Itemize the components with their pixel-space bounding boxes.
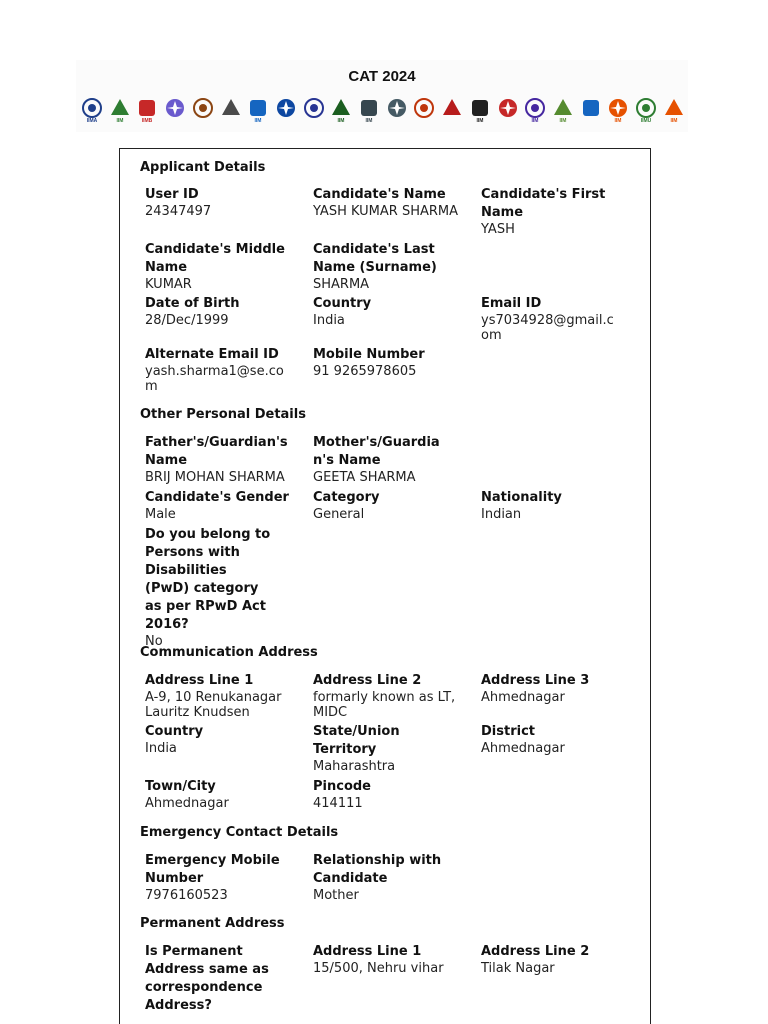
svg-text:IIM: IIM <box>254 118 262 123</box>
field-label: Candidate's Middle Name <box>145 242 285 275</box>
iim-ranchi-logo <box>440 97 464 123</box>
svg-text:IIMU: IIMU <box>640 118 652 123</box>
iim-visakhapatnam-logo <box>634 97 658 123</box>
field-date-of-birth <box>145 295 295 328</box>
field-comm-country <box>145 723 295 756</box>
iim-sirmaur-logo <box>551 97 575 123</box>
field-label: Relationship with Candidate <box>313 853 442 886</box>
field-comm-state <box>313 723 433 774</box>
field-label: Candidate's First Name <box>481 187 606 220</box>
section-title-other-personal-details: Other Personal Details <box>140 407 306 422</box>
iim-udaipur-logo <box>606 97 630 123</box>
field-value: India <box>145 741 177 756</box>
field-alternate-email <box>145 346 285 394</box>
field-comm-town <box>145 778 295 811</box>
field-value: yash.sharma1@se.com <box>145 364 284 394</box>
iim-sambalpur-logo <box>496 97 520 123</box>
field-value: No <box>145 634 163 649</box>
field-candidate-name <box>313 186 463 219</box>
field-value: Ahmednagar <box>481 690 565 705</box>
field-label: Mobile Number <box>313 347 425 362</box>
field-value: Ahmednagar <box>481 741 565 756</box>
field-label: State/Union Territory <box>313 724 400 757</box>
field-value: 7976160523 <box>145 888 228 903</box>
field-label: Address Line 1 <box>313 944 422 959</box>
field-label: Father's/Guardian's Name <box>145 435 288 468</box>
field-user-id <box>145 186 295 219</box>
section-title-permanent-address: Permanent Address <box>140 916 285 931</box>
field-value: Indian <box>481 507 522 522</box>
field-label: Town/City <box>145 779 216 794</box>
iim-bangalore-logo <box>135 97 159 123</box>
field-label: Category <box>313 490 380 505</box>
application-details-card <box>119 148 651 1024</box>
field-middle-name <box>145 241 295 292</box>
field-comm-address-line-2 <box>313 672 463 720</box>
iim-kashipur-logo <box>274 97 298 123</box>
field-label: User ID <box>145 187 199 202</box>
iim-raipur-logo <box>412 97 436 123</box>
iim-nagpur-logo <box>385 97 409 123</box>
iim-tiruchirappalli-logo <box>579 97 603 123</box>
iim-kozhikode-logo <box>302 97 326 123</box>
field-emergency-mobile <box>145 852 285 903</box>
field-comm-pincode <box>313 778 463 811</box>
iim-indore-logo <box>219 97 243 123</box>
field-permanent-address-line-2 <box>481 943 631 976</box>
field-label: Is Permanent Address same as correspondence Address? <box>145 944 269 1013</box>
field-mother-name <box>313 434 451 485</box>
iim-rohtak-logo <box>468 97 492 123</box>
field-label: District <box>481 724 535 739</box>
field-label: Country <box>313 296 372 311</box>
iim-jammu-logo <box>246 97 270 123</box>
page-title: CAT 2024 <box>348 68 416 85</box>
field-comm-district <box>481 723 631 756</box>
field-value: 414111 <box>313 796 363 811</box>
iim-calcutta-logo <box>191 97 215 123</box>
field-value: 24347497 <box>145 204 212 219</box>
iim-bodh-logo-2 <box>662 97 686 123</box>
field-value: BRIJ MOHAN SHARMA <box>145 470 285 485</box>
header-banner <box>76 60 688 132</box>
field-value: Tilak Nagar <box>481 961 555 976</box>
field-label: Candidate's Last Name (Surname) <box>313 242 437 275</box>
field-emergency-relationship <box>313 852 448 903</box>
field-category <box>313 489 463 522</box>
field-value: 15/500, Nehru vihar <box>313 961 444 976</box>
field-comm-address-line-3 <box>481 672 631 705</box>
field-label: Address Line 3 <box>481 673 590 688</box>
field-label: Do you belong to Persons with Disabilities (PwD) category as per RPwD Act 2016? <box>145 527 271 632</box>
field-father-name <box>145 434 295 485</box>
field-label: Address Line 2 <box>481 944 590 959</box>
field-value: Maharashtra <box>313 759 396 774</box>
field-value: SHARMA <box>313 277 370 292</box>
field-permanent-address-line-1 <box>313 943 463 976</box>
iim-lucknow-logo <box>329 97 353 123</box>
iim-amritsar-logo <box>108 97 132 123</box>
field-label: Pincode <box>313 779 371 794</box>
field-value: ys7034928@gmail.com <box>481 313 614 343</box>
svg-text:IIMA: IIMA <box>86 118 98 123</box>
section-title-emergency-contact: Emergency Contact Details <box>140 825 339 840</box>
field-permanent-same-as-correspondence <box>145 943 273 1015</box>
field-value: A-9, 10 Renukanagar Lauritz Knudsen <box>145 690 282 720</box>
svg-text:IIM: IIM <box>670 118 678 123</box>
field-value: India <box>313 313 345 328</box>
field-label: Mother's/Guardian's Name <box>313 435 440 468</box>
field-value: KUMAR <box>145 277 192 292</box>
svg-text:IIMB: IIMB <box>142 118 153 123</box>
field-value: Ahmednagar <box>145 796 229 811</box>
svg-text:IIM: IIM <box>365 118 373 123</box>
field-mobile-number <box>313 346 463 379</box>
section-title-communication-address: Communication Address <box>140 645 318 660</box>
svg-text:IIM: IIM <box>531 118 539 123</box>
field-value: General <box>313 507 365 522</box>
field-country <box>313 295 463 328</box>
iim-mumbai-logo <box>357 97 381 123</box>
field-value: 91 9265978605 <box>313 364 417 379</box>
field-email-id <box>481 295 621 343</box>
iim-ahmedabad-logo <box>80 97 104 123</box>
iim-bodhgaya-logo <box>163 97 187 123</box>
field-value: YASH <box>481 222 515 237</box>
field-nationality <box>481 489 631 522</box>
field-gender <box>145 489 295 522</box>
field-label: Date of Birth <box>145 296 240 311</box>
field-pwd <box>145 526 273 649</box>
field-label: Nationality <box>481 490 562 505</box>
section-title-applicant-details: Applicant Details <box>140 160 266 175</box>
svg-text:IIM: IIM <box>559 118 567 123</box>
field-label: Address Line 2 <box>313 673 422 688</box>
field-label: Country <box>145 724 204 739</box>
field-value: Male <box>145 507 176 522</box>
field-first-name <box>481 186 631 237</box>
field-value: formarly known as LT, MIDC <box>313 690 456 720</box>
field-label: Candidate's Gender <box>145 490 289 505</box>
institute-logo-row <box>80 94 686 126</box>
field-comm-address-line-1 <box>145 672 295 720</box>
field-label: Alternate Email ID <box>145 347 279 362</box>
iim-shillong-logo <box>523 97 547 123</box>
svg-text:IIM: IIM <box>614 118 622 123</box>
field-label: Emergency Mobile Number <box>145 853 280 886</box>
field-label: Candidate's Name <box>313 187 446 202</box>
field-last-name <box>313 241 463 292</box>
field-label: Address Line 1 <box>145 673 254 688</box>
field-value: Mother <box>313 888 359 903</box>
field-value: GEETA SHARMA <box>313 470 416 485</box>
svg-text:IIM: IIM <box>337 118 345 123</box>
svg-text:IIM: IIM <box>476 118 484 123</box>
field-value: 28/Dec/1999 <box>145 313 229 328</box>
svg-text:IIM: IIM <box>116 118 124 123</box>
field-value: YASH KUMAR SHARMA <box>313 204 459 219</box>
field-label: Email ID <box>481 296 542 311</box>
